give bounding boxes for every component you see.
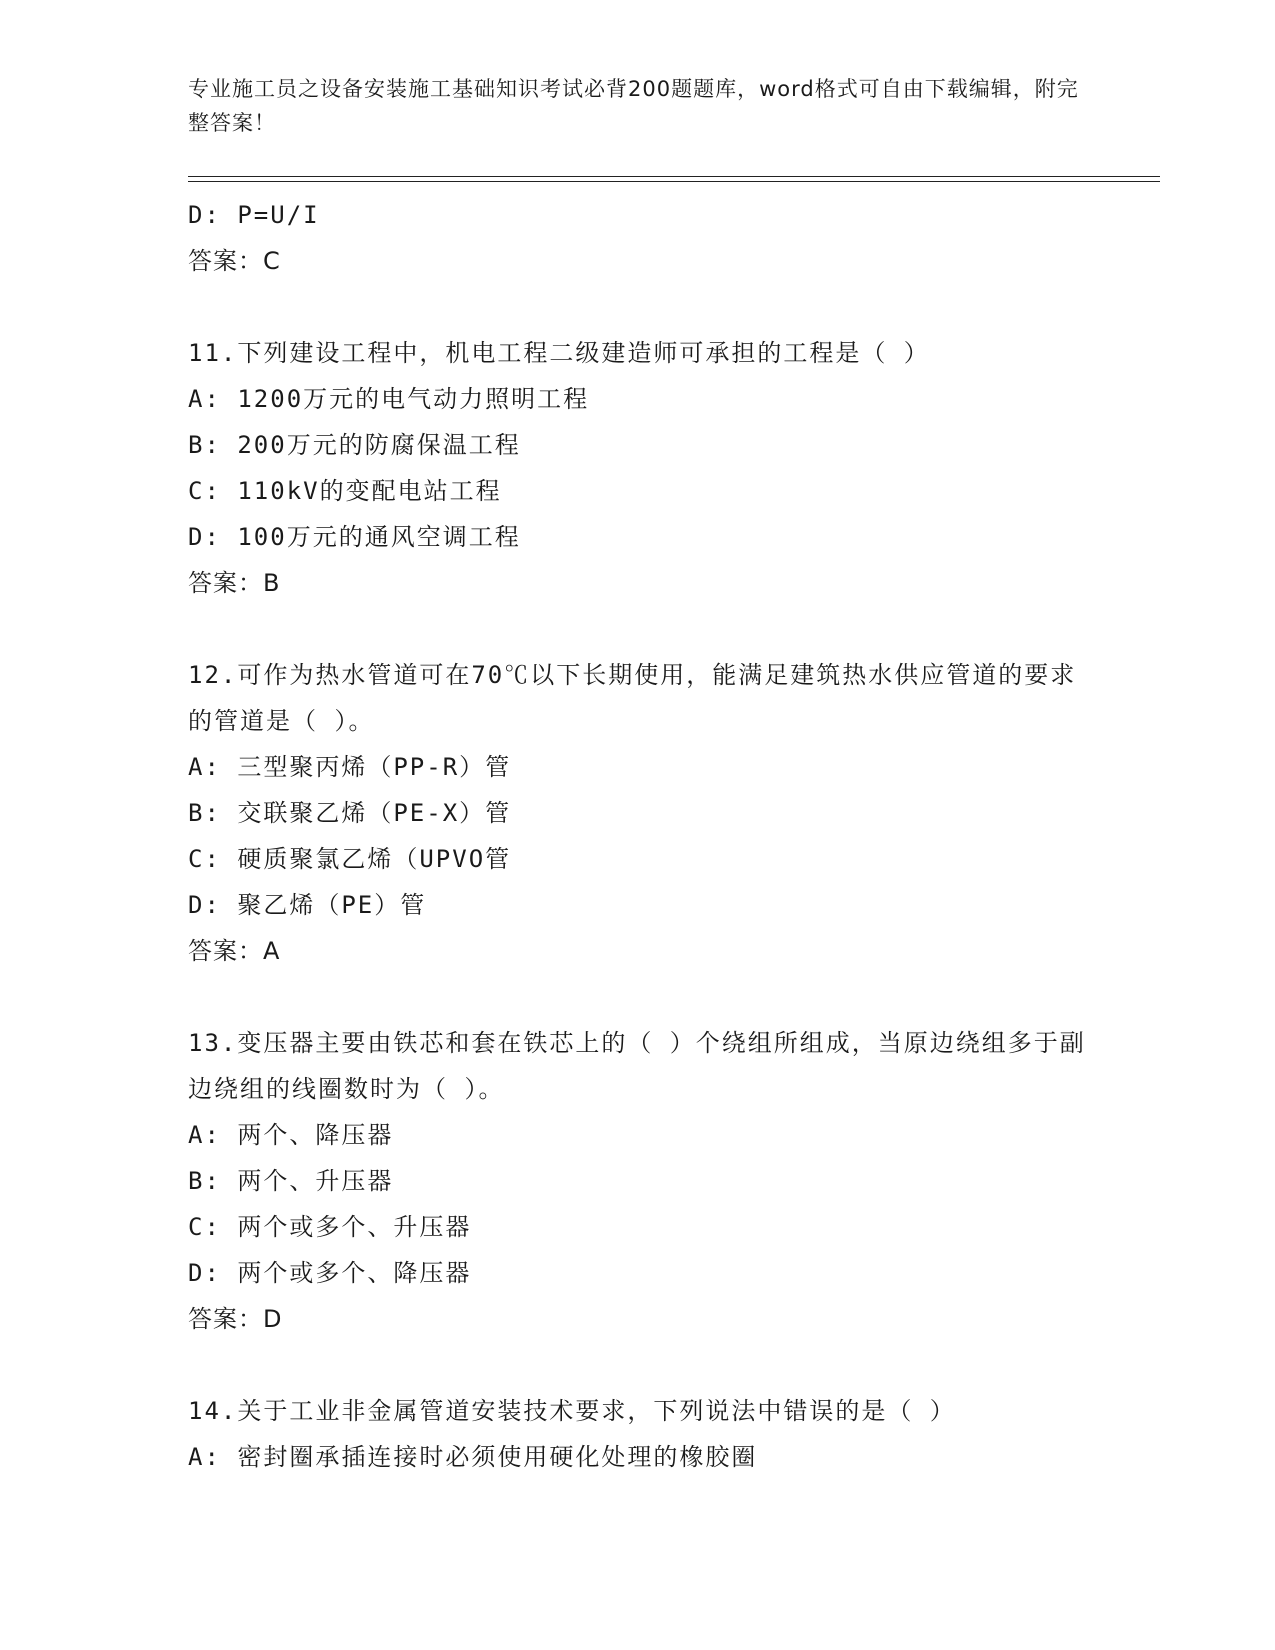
option-a: A: 1200万元的电气动力照明工程	[188, 385, 590, 413]
answer-line: 答案：B	[188, 569, 281, 597]
answer-line: 答案：A	[188, 937, 281, 965]
question-stem: 11.下列建设工程中，机电工程二级建造师可承担的工程是（ ）	[188, 339, 930, 367]
header-divider-top	[188, 176, 1160, 177]
option-a: A: 两个、降压器	[188, 1121, 394, 1149]
answer-line: 答案：D	[188, 1305, 283, 1333]
answer-line: 答案：C	[188, 247, 281, 275]
option-a: A: 密封圈承插连接时必须使用硬化处理的橡胶圈	[188, 1443, 758, 1471]
option-c: C: 两个或多个、升压器	[188, 1213, 472, 1241]
spacer	[188, 974, 1088, 1020]
question-stem: 12.可作为热水管道可在70℃以下长期使用，能满足建筑热水供应管道的要求的管道是（ ）。	[188, 661, 1077, 735]
question-item	[188, 1388, 1088, 1480]
spacer	[188, 284, 1088, 330]
header-title: 专业施工员之设备安装施工基础知识考试必背200题题库，word格式可自由下载编辑，附完整答案！	[188, 77, 1079, 135]
header-divider-bottom	[188, 181, 1160, 182]
option-a: A: 三型聚丙烯（PP-R）管	[188, 753, 512, 781]
question-item	[188, 652, 1088, 974]
option-b: B: 交联聚乙烯（PE-X）管	[188, 799, 512, 827]
spacer	[188, 606, 1088, 652]
option-d: D: 两个或多个、降压器	[188, 1259, 472, 1287]
question-list	[188, 192, 1088, 1480]
option-d: D: P=U/I	[188, 201, 320, 229]
option-c: C: 110kV的变配电站工程	[188, 477, 502, 505]
option-d: D: 聚乙烯（PE）管	[188, 891, 427, 919]
option-d: D: 100万元的通风空调工程	[188, 523, 521, 551]
option-b: B: 两个、升压器	[188, 1167, 394, 1195]
question-stem: 13.变压器主要由铁芯和套在铁芯上的（ ）个绕组所组成，当原边绕组多于副边绕组的线圈数时为（ ）。	[188, 1029, 1086, 1103]
question-item	[188, 330, 1088, 606]
question-item	[188, 1020, 1088, 1342]
question-stem: 14.关于工业非金属管道安装技术要求，下列说法中错误的是（ ）	[188, 1397, 956, 1425]
document-header	[188, 72, 1088, 140]
option-c: C: 硬质聚氯乙烯（UPVO管	[188, 845, 512, 873]
spacer	[188, 1342, 1088, 1388]
option-b: B: 200万元的防腐保温工程	[188, 431, 521, 459]
